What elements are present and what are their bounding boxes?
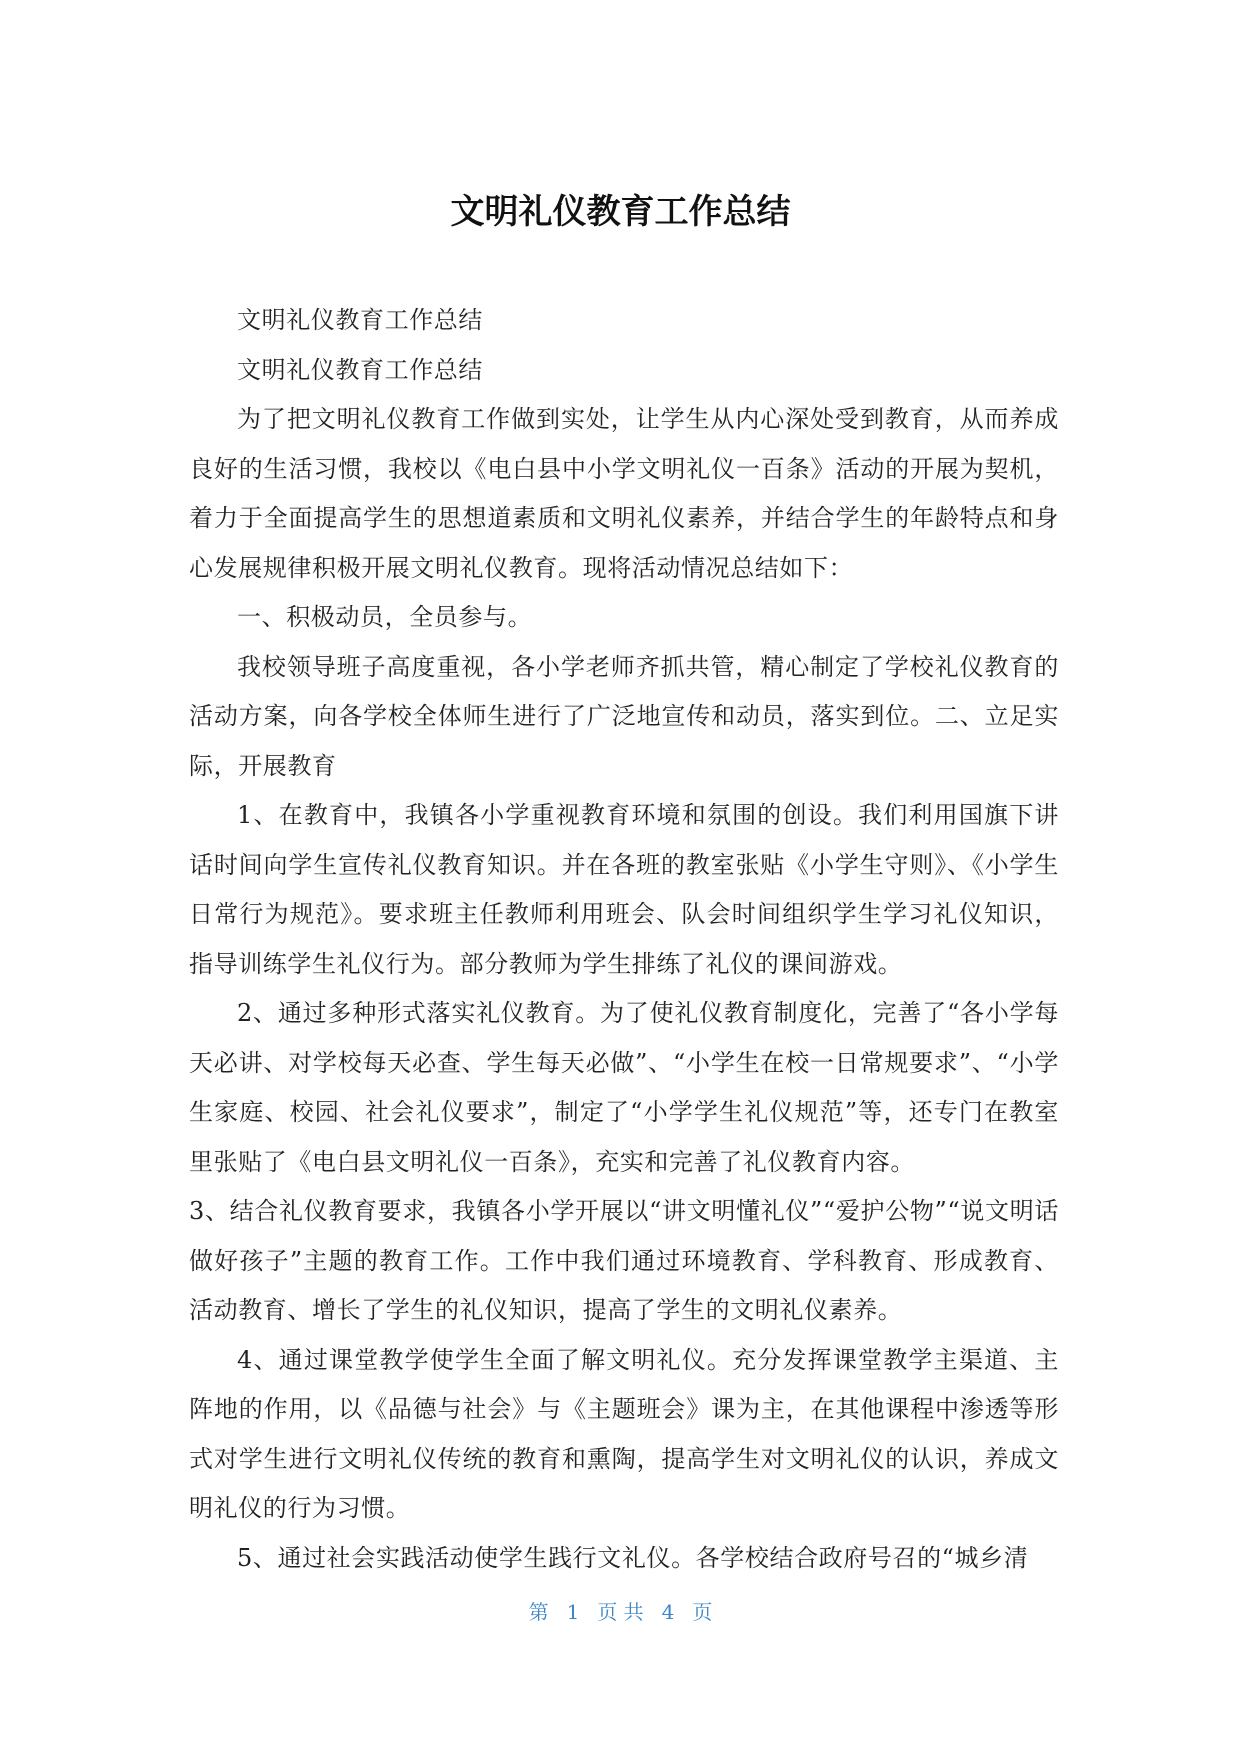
paragraph-section-1-body: 我校领导班子高度重视，各小学老师齐抓共管，精心制定了学校礼仪教育的活动方案，向各学校全体师生进行了广泛地宣传和动员，落实到位。二、立足实际，开展教育 <box>189 652 1059 780</box>
document-body <box>189 296 1059 1583</box>
paragraph-heading-1: 文明礼仪教育工作总结 <box>237 306 483 334</box>
footer-suffix: 页 <box>692 1600 713 1624</box>
footer-current-page: 1 <box>566 1600 580 1624</box>
footer-total-pages: 4 <box>661 1600 675 1624</box>
paragraph-item-1: 1、在教育中，我镇各小学重视教育环境和氛围的创设。我们利用国旗下讲话时间向学生宣传礼仪教育知识。并在各班的教室张贴《小学生守则》、《小学生日常行为规范》。要求班主任教师利用班会、队会时间组织学生学习礼仪知识，指导训练学生礼仪行为。部分教师为学生排练了礼仪的课间游戏。 <box>189 801 1059 978</box>
footer-prefix: 第 <box>528 1600 549 1624</box>
page-footer <box>0 1598 1241 1626</box>
paragraph-item-4: 4、通过课堂教学使学生全面了解文明礼仪。充分发挥课堂教学主渠道、主阵地的作用，以《品德与社会》与《主题班会》课为主，在其他课程中渗透等形式对学生进行文明礼仪传统的教育和熏陶，提高学生对文明礼仪的认识，养成文明礼仪的行为习惯。 <box>189 1345 1059 1522</box>
footer-middle: 页 共 <box>597 1600 644 1624</box>
paragraph-item-5: 5、通过社会实践活动使学生践行文礼仪。各学校结合政府号召的“城乡清 <box>237 1543 1029 1572</box>
paragraph-section-1-heading: 一、积极动员，全员参与。 <box>237 603 533 631</box>
paragraph-item-3: 3、结合礼仪教育要求，我镇各小学开展以“讲文明懂礼仪”“爱护公物”“说文明话做好孩子”主题的教育工作。工作中我们通过环境教育、学科教育、形成教育、活动教育、增长了学生的礼仪知识，提高了学生的文明礼仪素养。 <box>189 1197 1059 1324</box>
paragraph-intro: 为了把文明礼仪教育工作做到实处，让学生从内心深处受到教育，从而养成良好的生活习惯，我校以《电白县中小学文明礼仪一百条》活动的开展为契机，着力于全面提高学生的思想道素质和文明礼仪素养，并结合学生的年龄特点和身心发展规律积极开展文明礼仪教育。现将活动情况总结如下： <box>189 405 1059 582</box>
paragraph-heading-2: 文明礼仪教育工作总结 <box>237 355 483 384</box>
document-title: 文明礼仪教育工作总结 <box>450 192 791 232</box>
paragraph-item-2: 2、通过多种形式落实礼仪教育。为了使礼仪教育制度化，完善了“各小学每天必讲、对学校每天必查、学生每天必做”、“小学生在校一日常规要求”、“小学生家庭、校园、社会礼仪要求”，制定了“小学学生礼仪规范”等，还专门在教室里张贴了《电白县文明礼仪一百条》，充实和完善了礼仪教育内容。 <box>189 999 1059 1176</box>
